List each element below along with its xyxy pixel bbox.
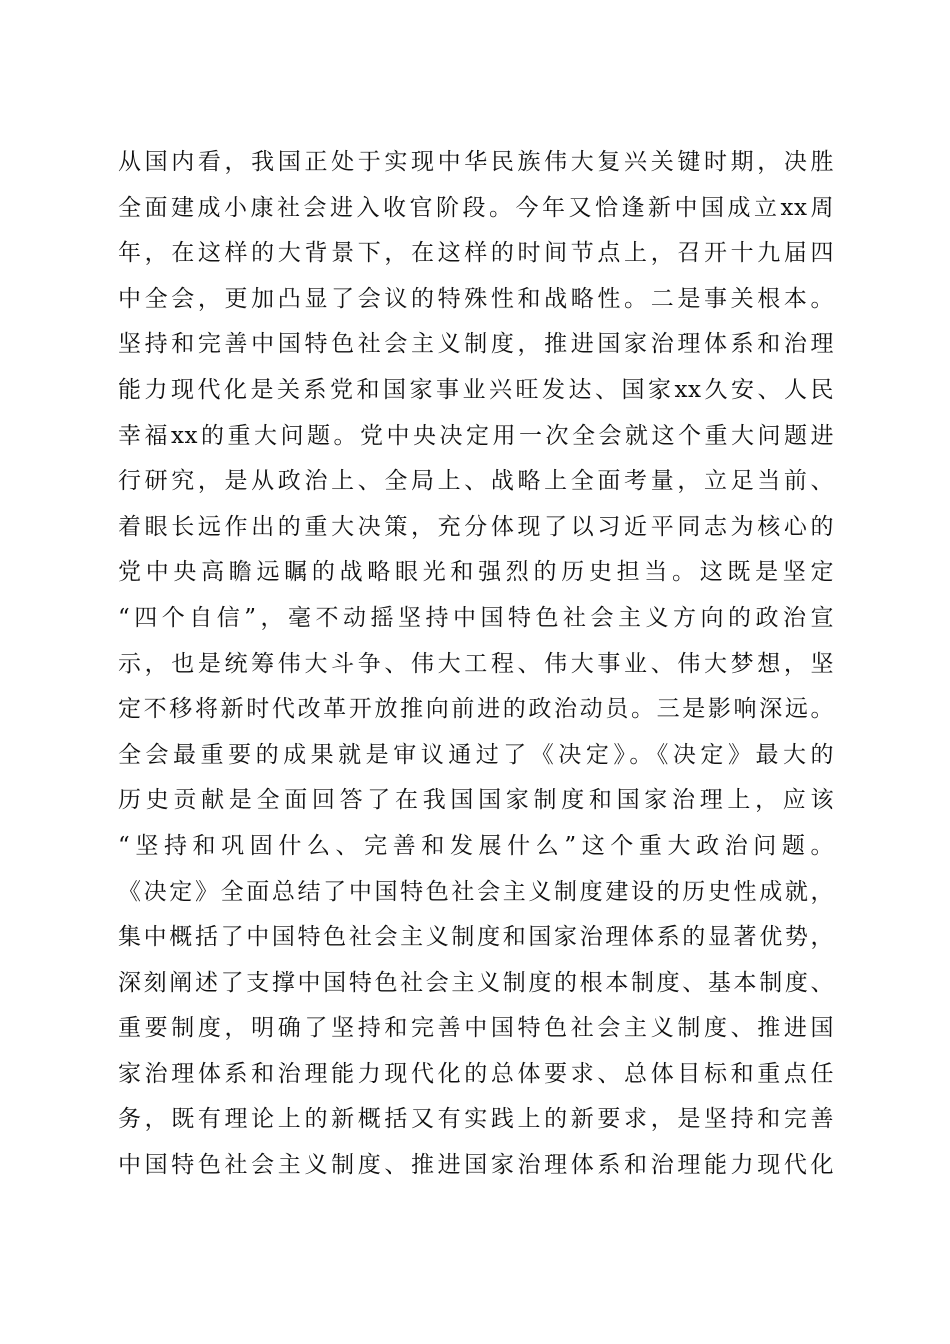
text-line: 示，也是统筹伟大斗争、伟大工程、伟大事业、伟大梦想，坚 bbox=[118, 650, 834, 677]
text-line: 历史贡献是全面回答了在我国国家制度和国家治理上，应该 bbox=[118, 787, 834, 814]
text-line: 坚持和完善中国特色社会主义制度，推进国家治理体系和治理 bbox=[118, 331, 834, 358]
text-line: 深刻阐述了支撑中国特色社会主义制度的根本制度、基本制度、 bbox=[118, 969, 834, 996]
text-line: 《决定》全面总结了中国特色社会主义制度建设的历史性成就， bbox=[118, 878, 834, 905]
text-line: “四个自信”，毫不动摇坚持中国特色社会主义方向的政治宣 bbox=[118, 604, 834, 631]
text-line: 党中央高瞻远瞩的战略眼光和强烈的历史担当。这既是坚定 bbox=[118, 559, 834, 586]
text-line: 幸福xx的重大问题。党中央决定用一次全会就这个重大问题进 bbox=[118, 422, 834, 449]
text-line: “坚持和巩固什么、完善和发展什么”这个重大政治问题。 bbox=[118, 832, 834, 859]
text-line: 集中概括了中国特色社会主义制度和国家治理体系的显著优势， bbox=[118, 924, 834, 951]
text-line: 全会最重要的成果就是审议通过了《决定》。《决定》最大的 bbox=[118, 741, 834, 768]
text-line: 能力现代化是关系党和国家事业兴旺发达、国家xx久安、人民 bbox=[118, 376, 834, 403]
text-line: 行研究，是从政治上、全局上、战略上全面考量，立足当前、 bbox=[118, 468, 834, 495]
text-line: 务，既有理论上的新概括又有实践上的新要求，是坚持和完善 bbox=[118, 1106, 834, 1133]
text-line: 重要制度，明确了坚持和完善中国特色社会主义制度、推进国 bbox=[118, 1015, 834, 1042]
body-text bbox=[118, 140, 834, 1189]
text-line: 中国特色社会主义制度、推进国家治理体系和治理能力现代化 bbox=[118, 1152, 834, 1179]
text-line: 年，在这样的大背景下，在这样的时间节点上，召开十九届四 bbox=[118, 240, 834, 267]
text-line: 定不移将新时代改革开放推向前进的政治动员。三是影响深远。 bbox=[118, 696, 834, 723]
text-line: 家治理体系和治理能力现代化的总体要求、总体目标和重点任 bbox=[118, 1060, 834, 1087]
text-line: 全面建成小康社会进入收官阶段。今年又恰逢新中国成立xx周 bbox=[118, 194, 834, 221]
text-line: 中全会，更加凸显了会议的特殊性和战略性。二是事关根本。 bbox=[118, 285, 834, 312]
text-line: 着眼长远作出的重大决策，充分体现了以习近平同志为核心的 bbox=[118, 513, 834, 540]
text-line: 从国内看，我国正处于实现中华民族伟大复兴关键时期，决胜 bbox=[118, 149, 834, 175]
